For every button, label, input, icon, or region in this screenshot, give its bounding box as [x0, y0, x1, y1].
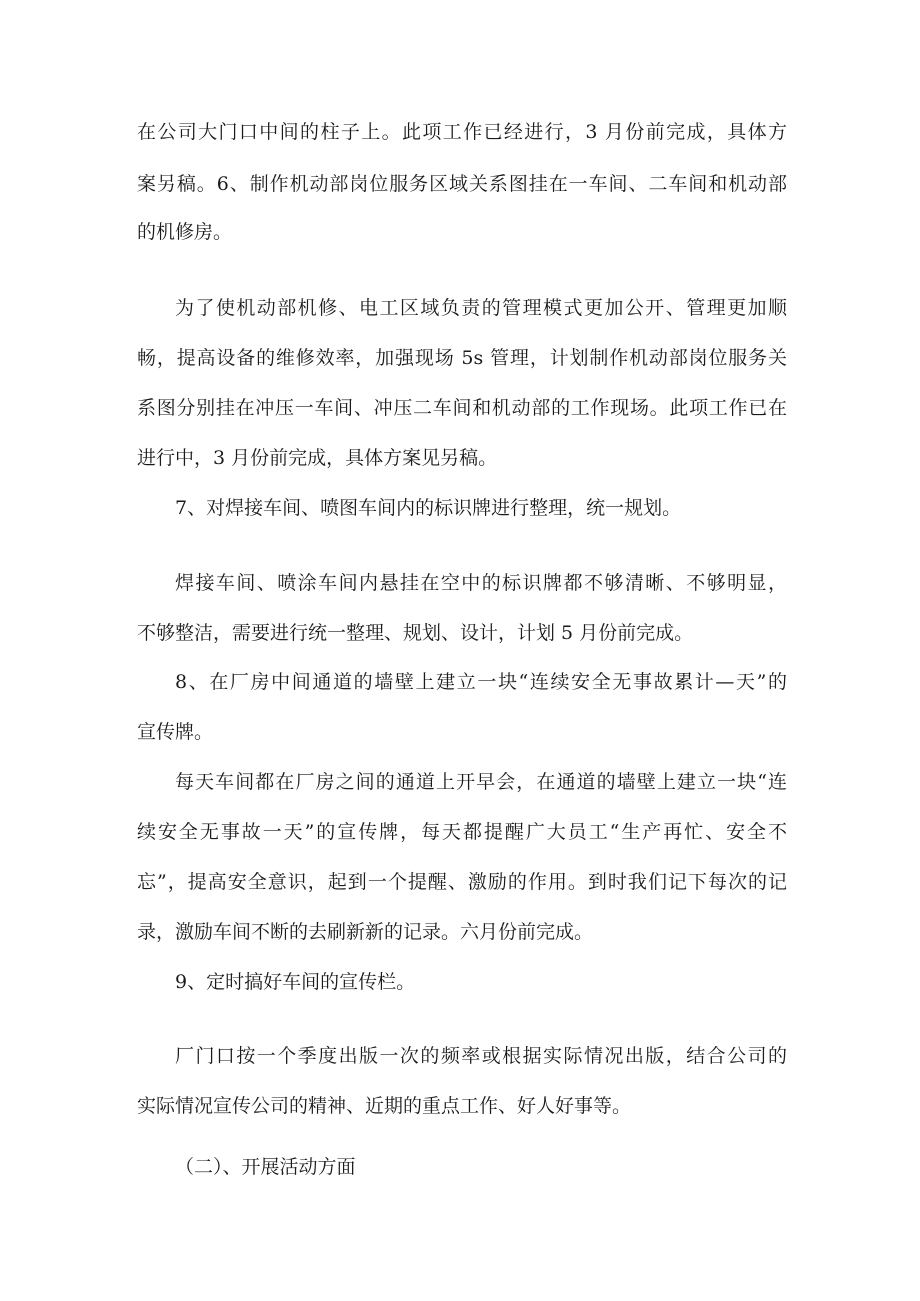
text-line: 宣传牌。 [137, 721, 214, 743]
section-heading: 8、在厂房中间通道的墙壁上建立一块“连续安全无事故累计—天”的 [175, 671, 787, 693]
text-line: 实际情况宣传公司的精神、近期的重点工作、好人好事等。 [137, 1095, 632, 1117]
text-line: 为了使机动部机修、电工区域负责的管理模式更加公开、管理更加顺 [175, 297, 787, 319]
text-line: 进行中，3 月份前完成，具体方案见另稿。 [137, 447, 498, 469]
text-line: 的机修房。 [137, 221, 233, 243]
text-line: 每天车间都在厂房之间的通道上开早会，在通道的墙壁上建立一块“连 [175, 771, 787, 793]
text-line: 在公司大门口中间的柱子上。此项工作已经进行，3 月份前完成，具体方 [137, 121, 787, 143]
text-line: 不够整洁，需要进行统一整理、规划、设计，计划 5 月份前完成。 [137, 622, 694, 644]
text-line: 焊接车间、喷涂车间内悬挂在空中的标识牌都不够清晰、不够明显， [175, 572, 787, 594]
text-line: 系图分别挂在冲压一车间、冲压二车间和机动部的工作现场。此项工作已在 [137, 397, 787, 419]
text-line: 忘”，提高安全意识，起到一个提醒、激励的作用。到时我们记下每次的记 [137, 871, 787, 893]
text-line: 续安全无事故一天”的宣传牌，每天都提醒广大员工“生产再忙、安全不 [137, 821, 787, 843]
section-heading: 7、对焊接车间、喷图车间内的标识牌进行整理，统一规划。 [175, 497, 682, 519]
section-heading: （二）、开展活动方面 [175, 1156, 356, 1178]
text-line: 畅，提高设备的维修效率，加强现场 5s 管理，计划制作机动部岗位服务关 [137, 347, 787, 369]
text-line: 厂门口按一个季度出版一次的频率或根据实际情况出版，结合公司的 [175, 1045, 787, 1067]
text-line: 案另稿。6、制作机动部岗位服务区域关系图挂在一车间、二车间和机动部 [137, 173, 787, 195]
text-line: 录，激励车间不断的去刷新新的记录。六月份前完成。 [137, 921, 594, 943]
section-heading: 9、定时搞好车间的宣传栏。 [175, 971, 416, 993]
